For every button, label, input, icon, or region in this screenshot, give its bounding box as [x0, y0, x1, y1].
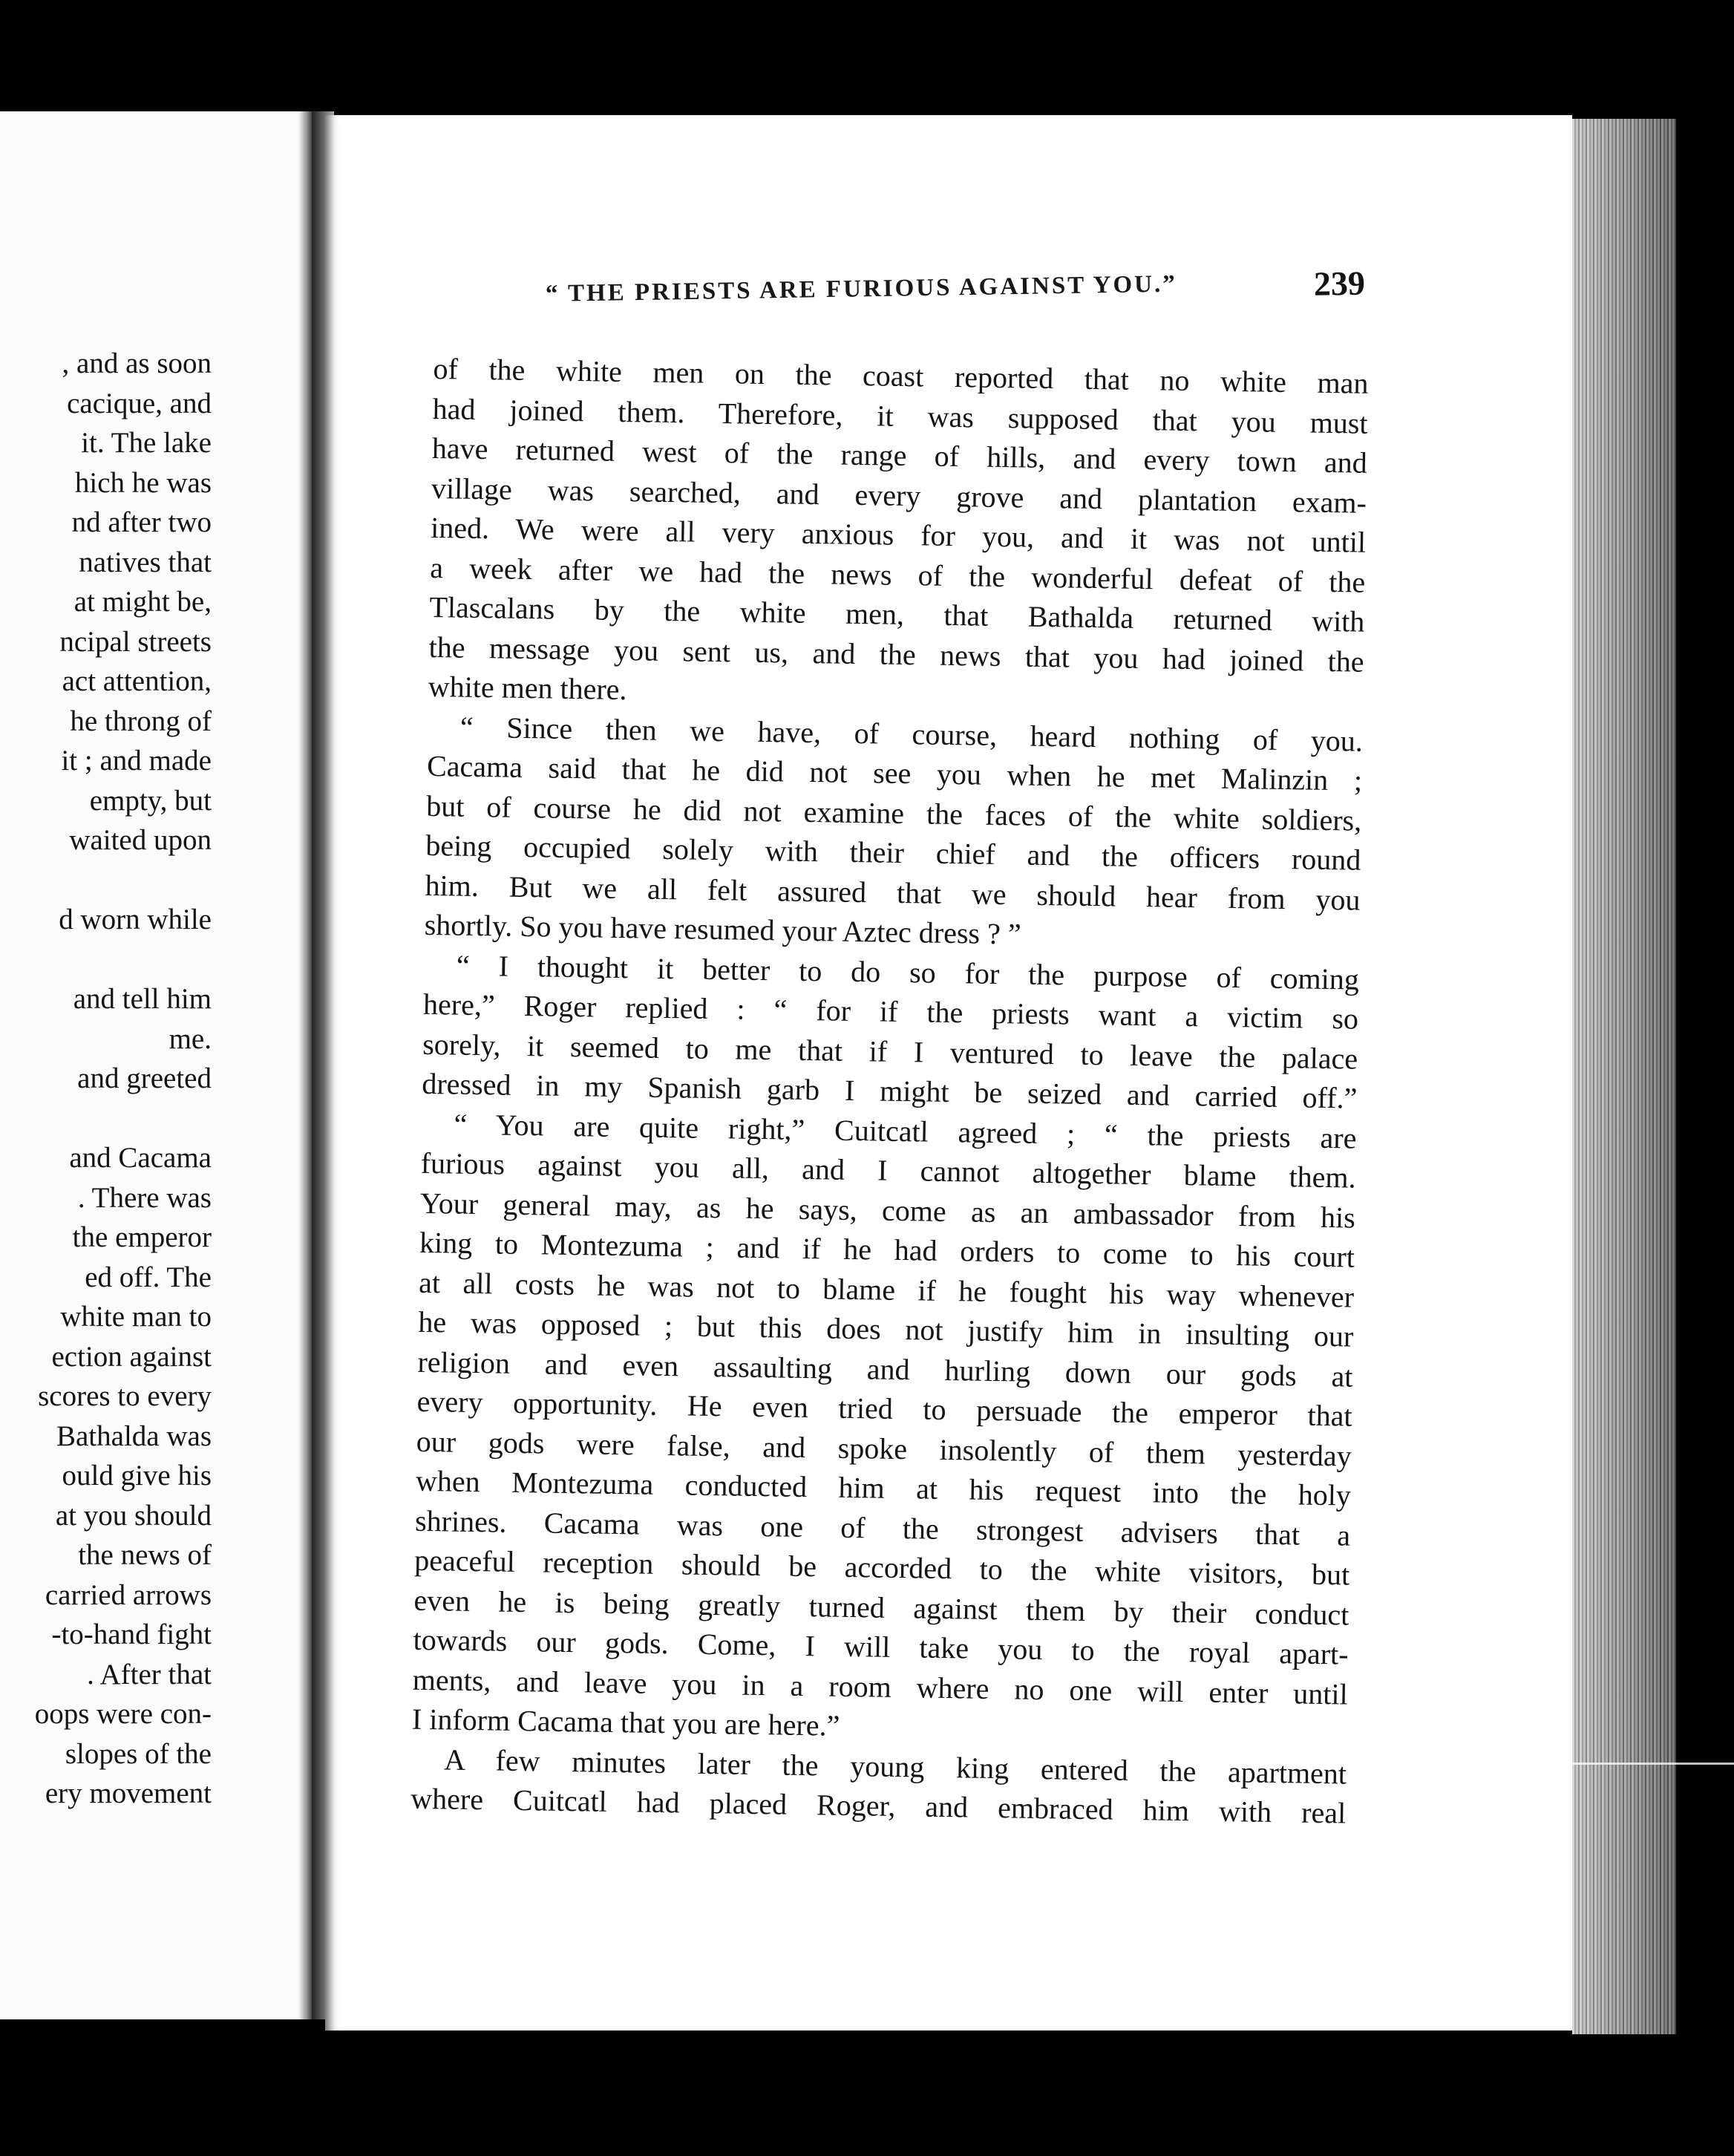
left-line: and tell him: [73, 983, 212, 1015]
text-line: a week after we had the news of the wonderful defeat of the: [430, 550, 1366, 599]
left-line: d worn while: [59, 904, 212, 935]
text-line: A few minutes later the young king entered the apartment: [443, 1742, 1347, 1791]
left-line: waited upon: [69, 824, 212, 856]
text-line: have returned west of the range of hills, and every town and: [431, 431, 1368, 480]
text-line: here,” Roger replied : “ for if the priests want a victim so: [422, 987, 1359, 1036]
scan-artifact-line: [1537, 1763, 1734, 1765]
left-line: . There was: [77, 1181, 212, 1214]
left-line: at might be,: [73, 586, 212, 618]
text-line: village was searched, and every grove and plantation exam-: [431, 471, 1367, 520]
text-line: our gods were false, and spoke insolently of them yesterday: [416, 1424, 1352, 1473]
text-line: him. But we all felt assured that we should hear from you: [425, 868, 1361, 917]
left-line: it. The lake: [81, 427, 212, 459]
text-line: even he is being greatly turned against them by their conduct: [413, 1583, 1349, 1632]
text-line: furious against you all, and I cannot altogether blame them.: [420, 1146, 1356, 1195]
left-line: empty, but: [89, 784, 212, 817]
left-line: cacique, and: [67, 387, 212, 419]
left-line: he throng of: [70, 705, 212, 737]
left-line: [0, 940, 212, 980]
left-line: natives that: [79, 546, 212, 578]
left-line: the news of: [78, 1539, 212, 1571]
text-line: shrines. Cacama was one of the strongest advisers that a: [414, 1503, 1351, 1552]
left-line: the emperor: [72, 1221, 212, 1253]
text-line: being occupied solely with their chief and the officers round: [425, 828, 1361, 877]
left-page-text: [0, 344, 212, 1814]
left-line: act attention,: [62, 665, 212, 697]
text-line: “ I thought it better to do so for the purpose of coming: [456, 948, 1360, 996]
text-line: had joined them. Therefore, it was supposed that you must: [432, 391, 1368, 440]
left-line: ection against: [51, 1340, 212, 1373]
text-line: ined. We were all very anxious for you, and it was not until: [430, 510, 1367, 559]
left-line: ncipal streets: [59, 625, 212, 658]
left-line: [0, 1099, 212, 1139]
text-line: I inform Cacama that you are here.”: [411, 1702, 840, 1742]
text-line: king to Montezuma ; and if he had orders to come to his court: [419, 1225, 1355, 1274]
text-line: Cacama said that he did not see you when he met Malinzin ;: [426, 748, 1363, 797]
left-line: hich he was: [74, 466, 212, 499]
left-line: -to-hand fight: [51, 1618, 212, 1650]
left-line: oops were con-: [34, 1698, 212, 1730]
left-line: at you should: [55, 1499, 212, 1532]
text-line: religion and even assaulting and hurling down our gods at: [417, 1345, 1353, 1394]
left-line: slopes of the: [65, 1737, 212, 1770]
running-head: “ THE PRIESTS ARE FURIOUS AGAINST YOU.”: [545, 270, 1177, 307]
text-line: when Montezuma conducted him at his request into the holy: [415, 1463, 1352, 1512]
text-line: towards our gods. Come, I will take you to the royal apart-: [413, 1622, 1349, 1671]
text-line: at all costs he was not to blame if he fought his way whenever: [418, 1265, 1355, 1314]
text-line: “ You are quite right,” Cuitcatl agreed ; “ the priests are: [454, 1107, 1357, 1155]
text-line: shortly. So you have resumed your Aztec dress ? ”: [424, 907, 1021, 951]
left-line: white man to: [60, 1301, 212, 1333]
text-line: but of course he did not examine the faces of the white soldiers,: [425, 788, 1362, 837]
left-facing-page: [0, 111, 312, 2019]
left-line: scores to every: [38, 1380, 212, 1412]
text-line: “ Since then we have, of course, heard nothing of you.: [459, 710, 1364, 758]
text-line: he was opposed ; but this does not justify him in insulting our: [418, 1304, 1354, 1353]
text-line: dressed in my Spanish garb I might be seized and carried off.”: [422, 1066, 1358, 1115]
left-line: nd after two: [71, 506, 212, 538]
left-line: it ; and made: [61, 745, 212, 777]
body-text: [410, 349, 1369, 1833]
text-line: ments, and leave you in a room where no one will enter until: [412, 1662, 1349, 1711]
left-line: carried arrows: [45, 1578, 212, 1611]
text-line: sorely, it seemed to me that if I ventured to leave the palace: [422, 1027, 1358, 1076]
text-line: white men there.: [428, 669, 627, 707]
text-line: every opportunity. He even tried to persuade the emperor that: [416, 1384, 1352, 1433]
text-line: where Cuitcatl had placed Roger, and embraced him with real: [410, 1781, 1347, 1830]
left-line: [0, 860, 212, 901]
left-line: ed off. The: [85, 1261, 212, 1293]
left-line: ould give his: [62, 1460, 212, 1492]
text-line: of the white men on the coast reported that no white man: [433, 351, 1369, 400]
left-line: and greeted: [77, 1062, 212, 1094]
text-line: peaceful reception should be accorded to the white visitors, but: [414, 1543, 1350, 1592]
left-line: me.: [169, 1022, 212, 1055]
left-line: ery movement: [45, 1777, 212, 1809]
text-line: Your general may, as he says, come as an ambassador from his: [419, 1186, 1356, 1235]
left-line: and Cacama: [69, 1142, 212, 1174]
text-line: Tlascalans by the white men, that Bathalda returned with: [429, 589, 1365, 638]
left-line: . After that: [87, 1658, 212, 1690]
page-edges: [1572, 119, 1676, 2034]
page-number: 239: [1313, 264, 1366, 303]
left-line: Bathalda was: [56, 1420, 212, 1452]
text-line: the message you sent us, and the news that you had joined the: [428, 630, 1364, 679]
left-line: , and as soon: [62, 347, 212, 379]
